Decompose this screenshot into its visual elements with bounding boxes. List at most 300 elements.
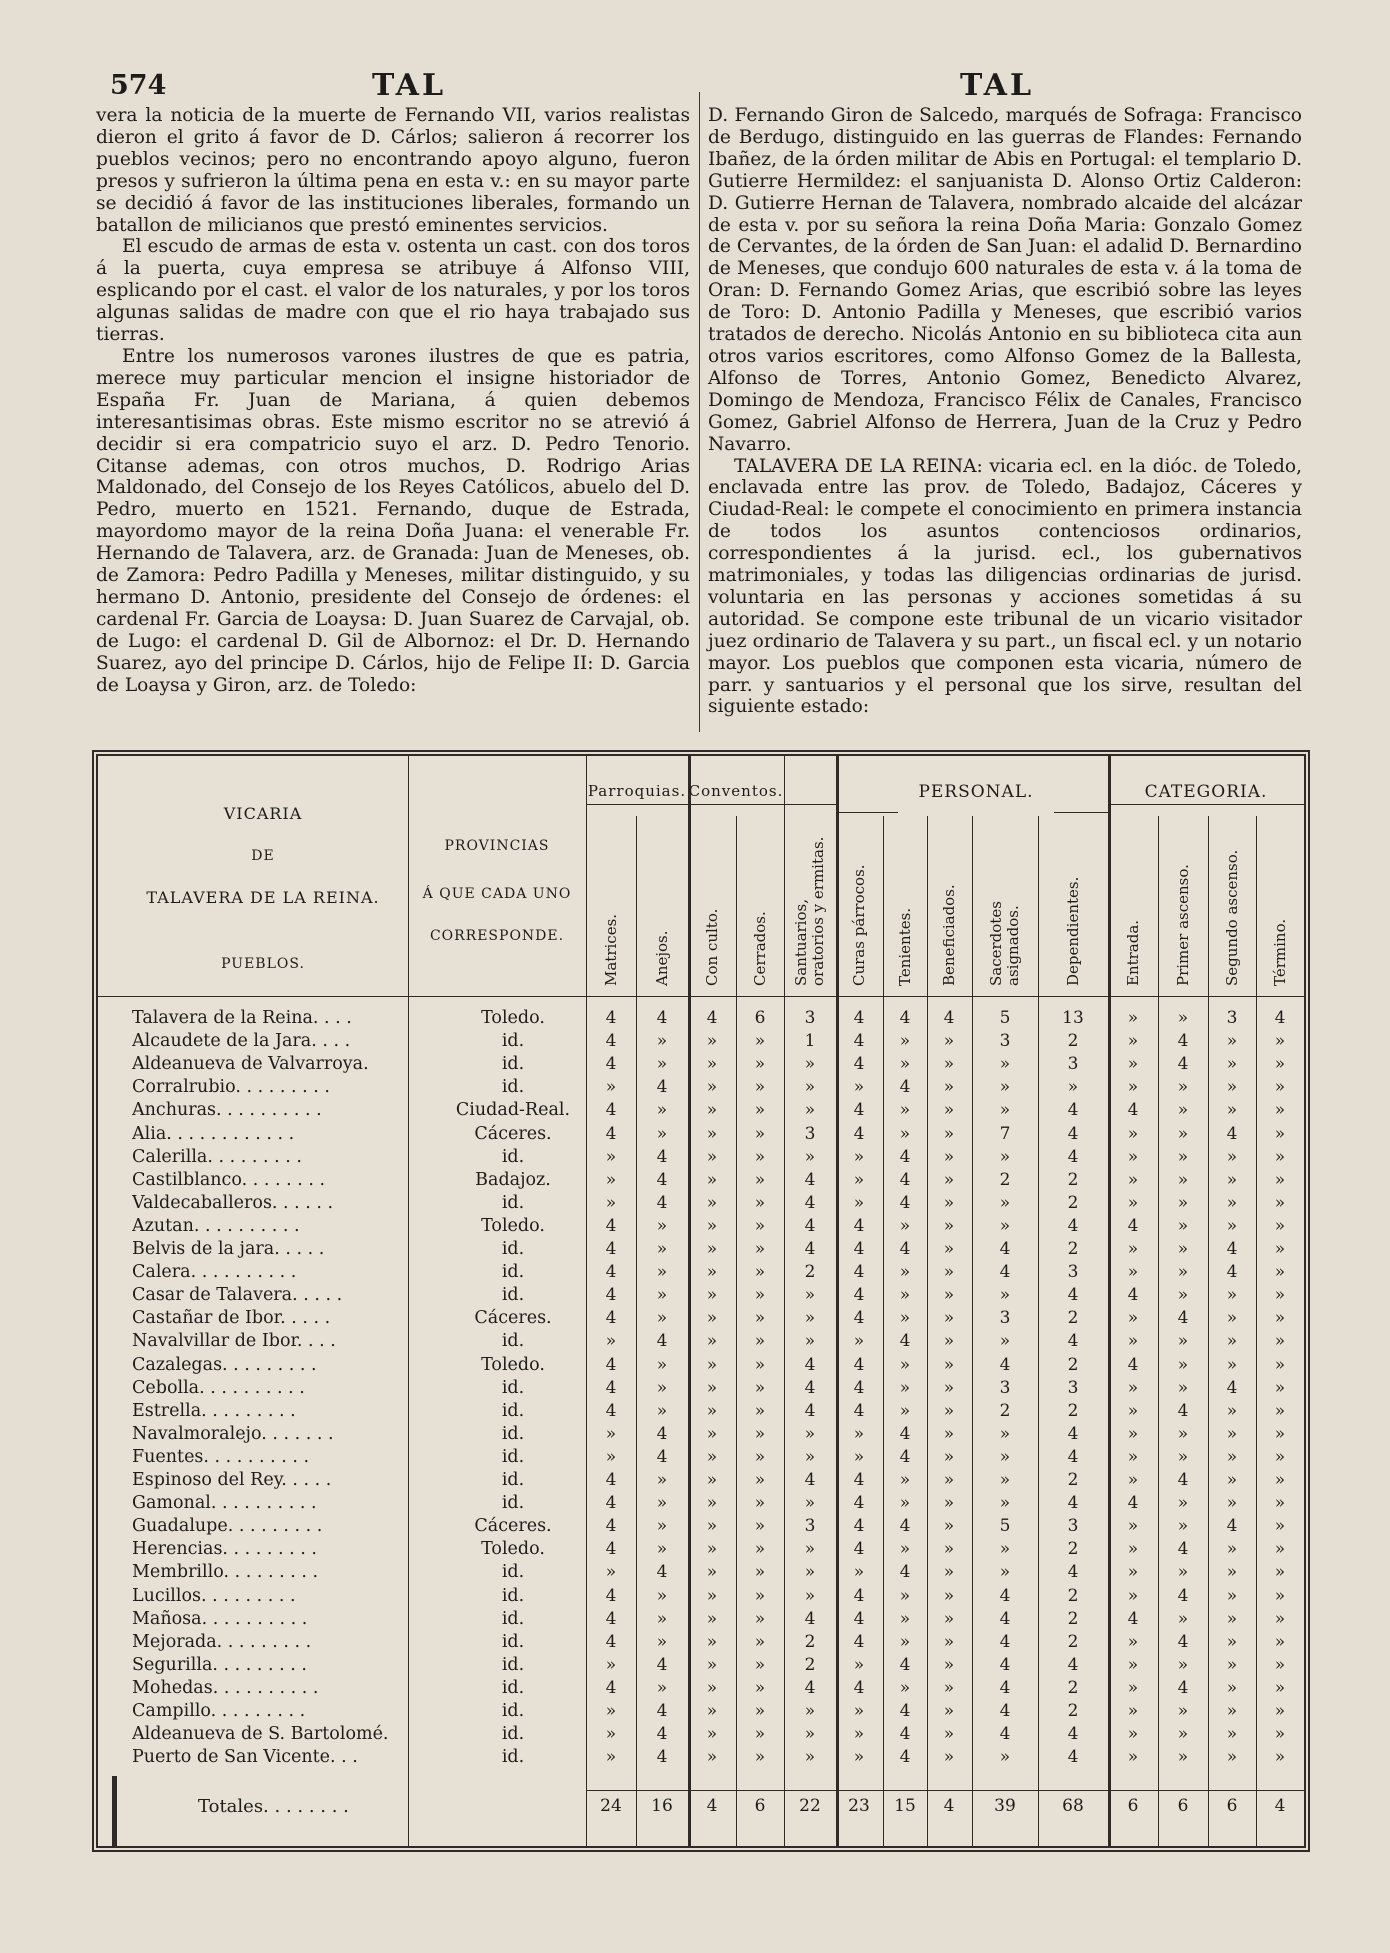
total-cell: 4 [706, 1796, 718, 1816]
column-header-santuarios: Santuarios, oratorios y ermitas. [792, 836, 827, 986]
table-cell: 4 [1274, 1008, 1286, 1028]
table-cell: » [853, 1446, 865, 1467]
table-cell: » [1177, 1562, 1189, 1583]
table-cell: » [1226, 1562, 1238, 1583]
table-cell: » [706, 1654, 718, 1675]
table-cell: » [1177, 1123, 1189, 1144]
table-cell: » [1177, 1701, 1189, 1721]
table-cell: 4 [605, 1354, 617, 1375]
table-cell: » [804, 1077, 816, 1098]
table-cell: » [853, 1331, 865, 1352]
table-cell: 2 [1067, 1608, 1079, 1629]
table-cell: 4 [1177, 1677, 1189, 1698]
table-cell: » [605, 1169, 617, 1190]
table-cell: » [1274, 1077, 1286, 1098]
table-cell: » [706, 1539, 718, 1560]
table-cell: » [656, 1585, 668, 1606]
table-row [98, 1054, 1304, 1076]
totals-row [98, 1796, 1304, 1826]
table-cell: » [754, 1585, 766, 1606]
table-row [98, 1262, 1304, 1284]
table-cell: 4 [605, 1215, 617, 1236]
table-cell: 4 [943, 1008, 955, 1028]
header-de: DE [251, 848, 275, 864]
table-cell: » [1274, 1031, 1286, 1052]
table-cell: » [1226, 1077, 1238, 1098]
table-cell: » [943, 1169, 955, 1190]
table-cell: » [804, 1539, 816, 1560]
table-cell: » [1226, 1677, 1238, 1698]
total-cell: 15 [894, 1796, 916, 1816]
table-rule [1108, 804, 1304, 805]
table-row [98, 1424, 1304, 1446]
provincia: Toledo. [481, 1539, 545, 1560]
table-cell: 4 [899, 1239, 911, 1259]
table-cell: » [1274, 1470, 1286, 1490]
table-cell: » [754, 1331, 766, 1352]
column-header-sacerdotes: Sacerdotes asignados. [987, 901, 1022, 986]
provincia: id. [501, 1377, 525, 1398]
table-cell: » [1274, 1516, 1286, 1537]
column-divider [699, 92, 700, 732]
table-cell: 3 [804, 1008, 816, 1028]
table-cell: » [943, 1285, 955, 1306]
table-row [98, 1678, 1304, 1700]
table-cell: 4 [999, 1654, 1011, 1675]
column-header-primer: Primer ascenso. [1174, 864, 1192, 986]
table-cell: » [899, 1354, 911, 1375]
table-cell: » [899, 1493, 911, 1514]
table-rule [98, 996, 1304, 997]
pueblo-name: Navalvillar de Ibor. . . . [132, 1331, 336, 1352]
table-cell: 4 [1226, 1262, 1238, 1283]
table-cell: 5 [999, 1008, 1011, 1028]
table-cell: » [1127, 1516, 1139, 1537]
table-cell: » [1274, 1354, 1286, 1375]
table-cell: » [804, 1701, 816, 1721]
table-cell: 4 [899, 1724, 911, 1745]
table-cell: 3 [999, 1377, 1011, 1398]
total-cell: 6 [1177, 1796, 1189, 1816]
table-cell: 4 [656, 1192, 668, 1213]
table-cell: » [1177, 1100, 1189, 1121]
table-cell: » [706, 1701, 718, 1721]
table-cell: » [1226, 1654, 1238, 1675]
table-cell: » [1177, 1516, 1189, 1537]
table-cell: » [1226, 1146, 1238, 1167]
provincia: id. [501, 1031, 525, 1052]
table-cell: 4 [605, 1285, 617, 1306]
provincia: id. [501, 1423, 525, 1444]
table-cell: » [804, 1054, 816, 1075]
table-cell: » [899, 1215, 911, 1236]
table-cell: 4 [853, 1123, 865, 1144]
table-cell: 4 [999, 1354, 1011, 1375]
pueblo-name: Mejorada. . . . . . . . . [132, 1631, 312, 1652]
table-cell: » [1177, 1446, 1189, 1467]
table-cell: 4 [656, 1654, 668, 1675]
table-cell: » [605, 1446, 617, 1467]
pueblo-name: Gamonal. . . . . . . . . . [132, 1493, 317, 1514]
table-cell: » [1226, 1054, 1238, 1075]
table-cell: » [656, 1377, 668, 1398]
table-cell: » [706, 1747, 718, 1768]
provincia: id. [501, 1701, 525, 1721]
table-cell: » [943, 1239, 955, 1259]
table-cell: 4 [899, 1747, 911, 1768]
table-cell: » [1226, 1608, 1238, 1629]
table-cell: 4 [1226, 1516, 1238, 1537]
table-cell: » [656, 1493, 668, 1514]
table-cell: 4 [853, 1054, 865, 1075]
table-cell: 4 [656, 1562, 668, 1583]
table-cell: 4 [1127, 1608, 1139, 1629]
table-cell: » [1127, 1331, 1139, 1352]
provincia: id. [501, 1654, 525, 1675]
table-cell: 4 [853, 1493, 865, 1514]
provincia: Badajoz. [475, 1169, 551, 1190]
table-cell: 4 [656, 1446, 668, 1467]
table-cell: 4 [853, 1308, 865, 1329]
table-cell: » [1127, 1192, 1139, 1213]
table-cell: » [605, 1146, 617, 1167]
right-column [708, 105, 1302, 718]
table-row [98, 1701, 1304, 1723]
table-row [98, 1401, 1304, 1423]
pueblo-name: Navalmoralejo. . . . . . . [132, 1423, 334, 1444]
paragraph: vera la noticia de la muerte de Fernando VII, varios realistas dieron el grito á favor de D. Cárlos; salieron á recorrer los pueblos vecinos; pero no encontrando apoyo alguno, fueron presos y sufrieron la última pena en esta v.: en su mayor parte se decidió á favor de las instituciones liberales, formando un batallon de milicianos que prestó eminentes servicios. [96, 105, 690, 236]
table-cell: » [1226, 1724, 1238, 1745]
table-cell: » [1127, 1654, 1139, 1675]
header-personal: PERSONAL. [918, 782, 1034, 802]
table-row [98, 1747, 1304, 1769]
table-cell: 4 [605, 1585, 617, 1606]
table-cell: » [754, 1123, 766, 1144]
table-row [98, 1331, 1304, 1353]
pueblo-name: Calerilla. . . . . . . . . [132, 1146, 302, 1167]
table-cell: 4 [1177, 1054, 1189, 1075]
table-cell: 3 [804, 1516, 816, 1537]
table-cell: » [1274, 1677, 1286, 1698]
table-cell: » [943, 1331, 955, 1352]
pueblo-name: Castilblanco. . . . . . . . [132, 1169, 326, 1190]
table-cell: » [1127, 1123, 1139, 1144]
table-cell: » [706, 1215, 718, 1236]
total-cell: 16 [651, 1796, 673, 1816]
table-cell: » [1127, 1423, 1139, 1444]
table-cell: 4 [999, 1239, 1011, 1259]
table-cell: 4 [804, 1470, 816, 1490]
provincia: id. [501, 1446, 525, 1467]
table-cell: » [1274, 1169, 1286, 1190]
provincia: id. [501, 1631, 525, 1652]
table-cell: » [605, 1423, 617, 1444]
table-cell: » [899, 1308, 911, 1329]
table-cell: » [899, 1400, 911, 1421]
pueblo-name: Espinoso del Rey. . . . . [132, 1470, 332, 1490]
provincia: id. [501, 1585, 525, 1606]
pueblo-name: Talavera de la Reina. . . . [132, 1008, 352, 1028]
table-cell: 4 [1127, 1493, 1139, 1514]
table-cell: » [853, 1077, 865, 1098]
table-cell: » [804, 1146, 816, 1167]
table-cell: » [656, 1239, 668, 1259]
table-cell: » [943, 1631, 955, 1652]
table-cell: » [853, 1747, 865, 1768]
table-cell: » [804, 1100, 816, 1121]
table-cell: » [1127, 1400, 1139, 1421]
table-row [98, 1124, 1304, 1146]
table-cell: 4 [1177, 1308, 1189, 1329]
pueblo-name: Cazalegas. . . . . . . . . [132, 1354, 317, 1375]
table-cell: » [754, 1146, 766, 1167]
table-cell: 4 [706, 1008, 718, 1028]
header-parroquias: Parroquias. [587, 782, 687, 800]
table-row [98, 1516, 1304, 1538]
table-row [98, 1493, 1304, 1515]
table-cell: » [999, 1146, 1011, 1167]
table-cell: 4 [656, 1747, 668, 1768]
table-cell: » [999, 1470, 1011, 1490]
table-cell: » [1274, 1747, 1286, 1768]
provincia: id. [501, 1077, 525, 1098]
table-cell: » [1127, 1308, 1139, 1329]
column-header-tenientes: Tenientes. [896, 907, 914, 986]
table-cell: » [656, 1123, 668, 1144]
pueblo-name: Mohedas. . . . . . . . . . [132, 1677, 319, 1698]
table-cell: » [754, 1654, 766, 1675]
table-cell: » [1177, 1423, 1189, 1444]
pueblo-name: Aldeanueva de Valvarroya. [132, 1054, 369, 1075]
table-cell: » [754, 1631, 766, 1652]
table-cell: 4 [999, 1701, 1011, 1721]
provincia: Toledo. [481, 1215, 545, 1236]
table-cell: » [1274, 1146, 1286, 1167]
table-cell: 4 [1127, 1354, 1139, 1375]
column-header-anejos: Anejos. [653, 930, 671, 986]
table-cell: » [1226, 1354, 1238, 1375]
table-cell: » [899, 1031, 911, 1052]
table-cell: » [1177, 1377, 1189, 1398]
table-cell: » [754, 1724, 766, 1745]
table-cell: » [1274, 1377, 1286, 1398]
table-cell: 4 [1177, 1400, 1189, 1421]
table-rule [586, 804, 836, 805]
table-cell: 4 [899, 1446, 911, 1467]
table-cell: » [1127, 1077, 1139, 1098]
table-cell: » [706, 1423, 718, 1444]
table-row [98, 1193, 1304, 1215]
table-cell: 3 [999, 1308, 1011, 1329]
table-cell: » [899, 1470, 911, 1490]
table-row [98, 1308, 1304, 1330]
table-cell: » [999, 1054, 1011, 1075]
table-cell: 5 [999, 1516, 1011, 1537]
header-categoria: CATEGORIA. [1144, 782, 1268, 802]
pueblo-name: Calera. . . . . . . . . . [132, 1262, 297, 1283]
table-cell: » [706, 1677, 718, 1698]
table-cell: 4 [899, 1423, 911, 1444]
table-cell: » [1177, 1077, 1189, 1098]
table-cell: 3 [1226, 1008, 1238, 1028]
table-row [98, 1632, 1304, 1654]
table-cell: 2 [1067, 1354, 1079, 1375]
table-cell: » [706, 1262, 718, 1283]
table-cell: » [853, 1423, 865, 1444]
table-cell: » [899, 1285, 911, 1306]
table-cell: » [754, 1077, 766, 1098]
table-cell: » [706, 1724, 718, 1745]
table-row [98, 1355, 1304, 1377]
table-cell: » [1226, 1192, 1238, 1213]
table-cell: » [1226, 1631, 1238, 1652]
table-cell: 4 [1177, 1539, 1189, 1560]
table-cell: 4 [656, 1423, 668, 1444]
table-cell: » [1274, 1285, 1286, 1306]
table-row [98, 1285, 1304, 1307]
provincia: id. [501, 1562, 525, 1583]
pueblo-name: Membrillo. . . . . . . . . [132, 1562, 319, 1583]
table-cell: 4 [853, 1100, 865, 1121]
table-cell: » [999, 1100, 1011, 1121]
table-cell: 4 [853, 1677, 865, 1698]
table-cell: » [943, 1654, 955, 1675]
table-cell: » [656, 1285, 668, 1306]
table-cell: 4 [853, 1585, 865, 1606]
table-cell: » [1127, 1585, 1139, 1606]
table-cell: 4 [853, 1008, 865, 1028]
table-cell: » [1067, 1077, 1079, 1098]
table-cell: » [1226, 1423, 1238, 1444]
total-cell: 6 [1226, 1796, 1238, 1816]
table-cell: » [656, 1031, 668, 1052]
table-row [98, 1100, 1304, 1122]
table-cell: » [853, 1169, 865, 1190]
table-row [98, 1562, 1304, 1584]
provincia: Toledo. [481, 1008, 545, 1028]
total-cell: 39 [994, 1796, 1016, 1816]
table-cell: » [899, 1585, 911, 1606]
table-cell: 4 [1226, 1123, 1238, 1144]
provincia: id. [501, 1331, 525, 1352]
table-cell: » [1177, 1331, 1189, 1352]
provincia: id. [501, 1285, 525, 1306]
table-cell: » [1127, 1631, 1139, 1652]
pueblo-name: Herencias. . . . . . . . . [132, 1539, 317, 1560]
table-cell: » [605, 1701, 617, 1721]
table-cell: » [754, 1539, 766, 1560]
provincia: id. [501, 1677, 525, 1698]
table-cell: » [1226, 1285, 1238, 1306]
table-cell: » [706, 1377, 718, 1398]
table-cell: » [999, 1285, 1011, 1306]
table-cell: » [754, 1031, 766, 1052]
pueblo-name: Campillo. . . . . . . . . [132, 1701, 306, 1721]
table-cell: » [1274, 1308, 1286, 1329]
table-cell: 4 [853, 1354, 865, 1375]
table-cell: » [754, 1701, 766, 1721]
table-cell: 4 [999, 1724, 1011, 1745]
table-cell: » [656, 1677, 668, 1698]
table-cell: » [999, 1446, 1011, 1467]
table-cell: 2 [1067, 1631, 1079, 1652]
table-cell: 4 [899, 1169, 911, 1190]
table-cell: » [1274, 1446, 1286, 1467]
table-cell: » [1274, 1631, 1286, 1652]
table-cell: 2 [1067, 1192, 1079, 1213]
table-cell: 2 [1067, 1677, 1079, 1698]
table-cell: » [1274, 1239, 1286, 1259]
table-cell: » [943, 1493, 955, 1514]
table-cell: » [1226, 1585, 1238, 1606]
table-row [98, 1447, 1304, 1469]
column-header-cerrados: Cerrados. [751, 911, 769, 986]
table-cell: » [706, 1169, 718, 1190]
table-cell: » [853, 1724, 865, 1745]
table-cell: » [943, 1747, 955, 1768]
column-header-entrada: Entrada. [1124, 919, 1142, 986]
table-cell: 4 [899, 1654, 911, 1675]
table-row [98, 1147, 1304, 1169]
table-cell: » [706, 1562, 718, 1583]
page-header [110, 62, 1310, 106]
table-cell: » [754, 1262, 766, 1283]
table-cell: » [754, 1423, 766, 1444]
table-cell: » [706, 1585, 718, 1606]
table-cell: » [706, 1123, 718, 1144]
table-cell: 4 [605, 1123, 617, 1144]
table-cell: 4 [1177, 1470, 1189, 1490]
table-cell: » [706, 1331, 718, 1352]
table-cell: » [1177, 1146, 1189, 1167]
table-cell: » [656, 1354, 668, 1375]
table-cell: » [754, 1470, 766, 1490]
table-cell: 4 [999, 1585, 1011, 1606]
table-cell: » [1127, 1724, 1139, 1745]
table-cell: 2 [1067, 1585, 1079, 1606]
table-cell: » [804, 1562, 816, 1583]
table-cell: » [1226, 1400, 1238, 1421]
table-cell: » [754, 1377, 766, 1398]
page-number: 574 [110, 70, 167, 101]
table-cell: 4 [605, 1516, 617, 1537]
table-cell: 4 [656, 1724, 668, 1745]
running-title-left: TAL [372, 68, 447, 103]
pueblo-name: Casar de Talavera. . . . . [132, 1285, 343, 1306]
table-cell: » [943, 1677, 955, 1698]
table-cell: 3 [804, 1123, 816, 1144]
table-cell: 4 [899, 1077, 911, 1098]
table-cell: » [1127, 1677, 1139, 1698]
total-cell: 4 [943, 1796, 955, 1816]
table-cell: » [943, 1585, 955, 1606]
table-row [98, 1378, 1304, 1400]
table-cell: 4 [605, 1539, 617, 1560]
table-cell: 4 [853, 1400, 865, 1421]
header-pueblos: PUEBLOS. [221, 956, 305, 972]
table-cell: » [656, 1215, 668, 1236]
table-cell: » [1226, 1215, 1238, 1236]
pueblo-name: Anchuras. . . . . . . . . . [132, 1100, 322, 1121]
table-cell: 2 [999, 1169, 1011, 1190]
table-cell: » [943, 1215, 955, 1236]
table-cell: » [1274, 1539, 1286, 1560]
table-cell: » [943, 1054, 955, 1075]
table-cell: 4 [605, 1308, 617, 1329]
table-cell: » [804, 1285, 816, 1306]
table-cell: » [1274, 1054, 1286, 1075]
table-cell: » [943, 1377, 955, 1398]
